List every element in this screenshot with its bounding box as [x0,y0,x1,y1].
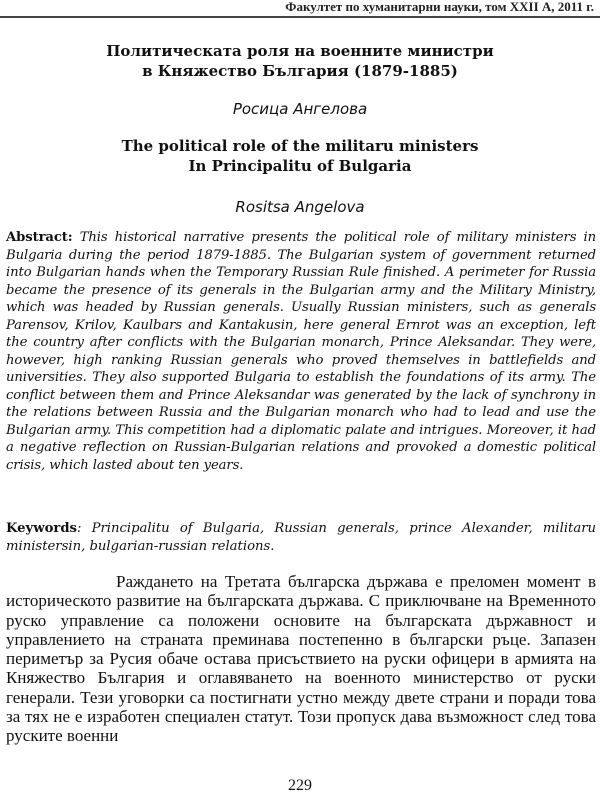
keywords-label: Keywords [6,521,77,536]
abstract-text: This historical narrative presents the political role of military ministers in Bulgaria during the period 1879-1885. The Bulgarian system of government returned into Bulgarian hands when the Temporary Russian Rule finished. A perimeter for Russia became the presence of its generals in the Bulgarian army and the Military Ministry, which was headed by Russian generals. Usually Russian ministers, such as generals Parensov, Krilov, Kaulbars and Kantakusin, here general Ernrot was an exception, left the country after conflicts with the Bulgarian monarch, Prince Aleksandar. They were, however, high ranking Russian generals who proved themselves in battlefields and universities. They also supported Bulgaria to establish the foundations of its army. The conflict between them and Prince Aleksandar was generated by the lack of synchrony in the relations between Russia and the Bulgarian monarch who had to lead and use the Bulgarian army. This competition had a diplomatic palate and intrigues. Moreover, it had a negative reflection on Russian-Bulgarian relations and provoked a domestic political crisis, which lasted about ten years. [6,230,596,473]
body-paragraph: Раждането на Третата българска държава е преломен момент в историческото развитие на българската държава. С приключване на Временното руско управление са положени основите на българската държавност и управлението на страната преминава постепенно в български ръце. Запазен периметър за Русия обаче остава присъствието на руски офицери в армията на Княжество България и оглавяването на военното министерство от руски генерали. Тези уговорки са постигнати устно между двете страни и поради това за тях не е изработен специален статут. Този пропуск дава възможност след това руските военни [6,572,596,746]
article-title-english [0,136,600,176]
title-line: Политическата роля на военните министри [106,42,494,60]
title-line: The political role of the militaru ministers [121,137,479,155]
abstract [6,229,596,474]
keywords [6,520,596,555]
author-english: Rositsa Angelova [235,198,365,216]
abstract-label: Abstract: [6,230,73,245]
page-number: 229 [288,777,312,794]
journal-name: Факултет по хуманитарни науки, том XXII А, 2011 г. [285,0,594,14]
author-bulgarian: Росица Ангелова [232,100,368,118]
keywords-text: : Principalitu of Bulgaria, Russian generals, prince Alexander, militaru ministersin, bulgarian-russian relations. [6,521,596,554]
title-line: в Княжество България (1879-1885) [142,62,458,80]
title-line: In Principalitu of Bulgaria [188,157,412,175]
article-title-bulgarian [0,41,600,81]
running-header [0,0,600,18]
